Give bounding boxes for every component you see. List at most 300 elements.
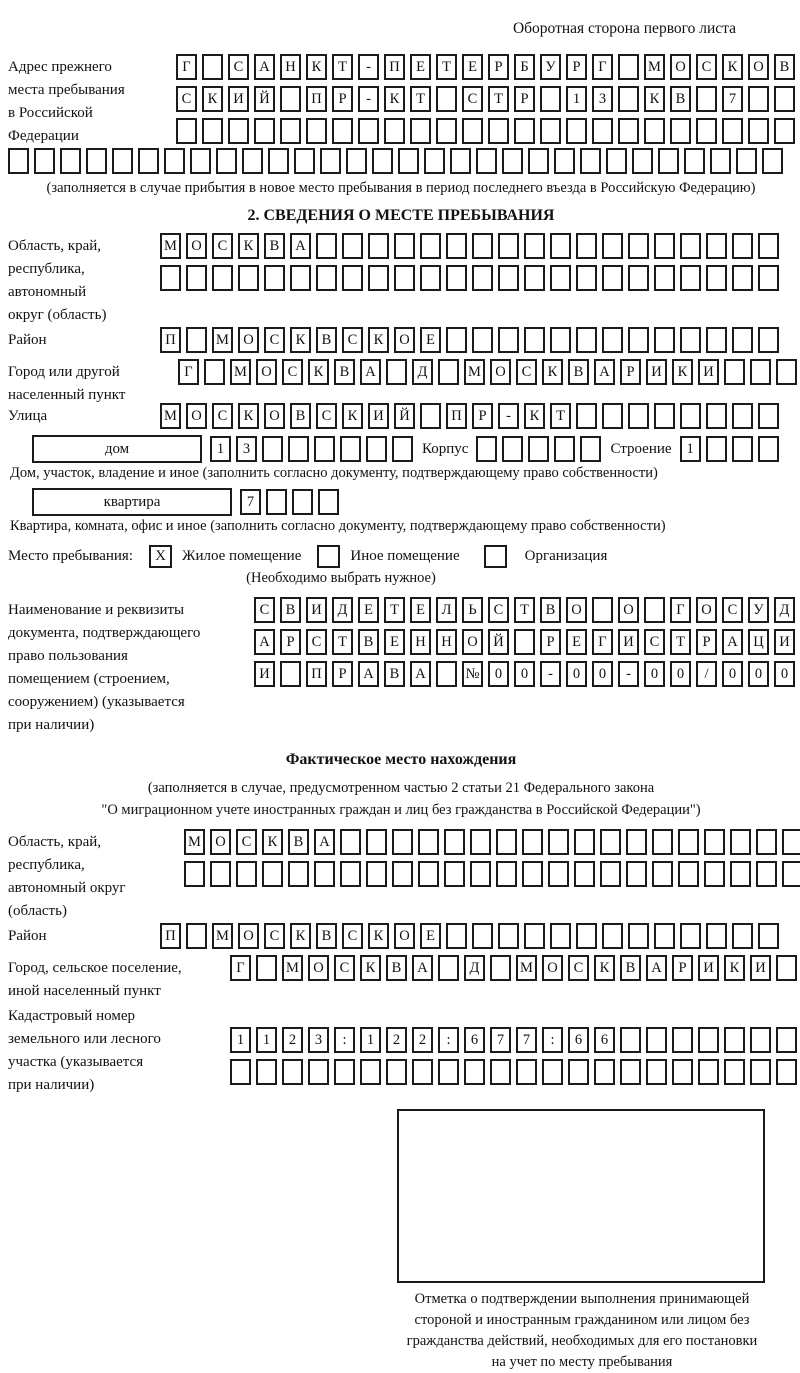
char-box[interactable]: А (358, 661, 379, 687)
char-box[interactable] (280, 86, 301, 112)
char-box[interactable] (704, 829, 725, 855)
char-box[interactable]: 7 (722, 86, 743, 112)
char-box[interactable] (394, 265, 415, 291)
char-box[interactable]: Е (420, 327, 441, 353)
char-box[interactable]: Д (464, 955, 485, 981)
char-box[interactable] (472, 265, 493, 291)
char-box[interactable]: О (748, 54, 769, 80)
char-box[interactable] (724, 359, 745, 385)
char-box[interactable]: О (696, 597, 717, 623)
char-box[interactable]: 0 (592, 661, 613, 687)
char-box[interactable] (550, 233, 571, 259)
char-box[interactable]: С (488, 597, 509, 623)
char-box[interactable]: С (568, 955, 589, 981)
char-box[interactable]: Й (488, 629, 509, 655)
char-box[interactable]: К (290, 923, 311, 949)
char-box[interactable] (776, 1027, 797, 1053)
char-box[interactable] (446, 265, 467, 291)
char-box[interactable] (750, 359, 771, 385)
char-box[interactable] (548, 829, 569, 855)
char-box[interactable] (392, 829, 413, 855)
char-box[interactable] (748, 86, 769, 112)
char-box[interactable] (266, 489, 287, 515)
char-box[interactable] (372, 148, 393, 174)
char-box[interactable]: 3 (308, 1027, 329, 1053)
char-box[interactable] (8, 148, 29, 174)
char-box[interactable] (498, 265, 519, 291)
char-box[interactable]: Т (550, 403, 571, 429)
char-box[interactable] (282, 1059, 303, 1085)
char-box[interactable] (446, 327, 467, 353)
char-box[interactable] (462, 118, 483, 144)
char-box[interactable]: В (540, 597, 561, 623)
char-box[interactable] (288, 436, 309, 462)
char-box[interactable] (684, 148, 705, 174)
char-box[interactable]: И (368, 403, 389, 429)
char-box[interactable] (628, 265, 649, 291)
char-box[interactable]: А (360, 359, 381, 385)
char-box[interactable]: С (722, 597, 743, 623)
char-box[interactable]: С (334, 955, 355, 981)
char-box[interactable] (710, 148, 731, 174)
char-box[interactable] (646, 1059, 667, 1085)
char-box[interactable] (646, 1027, 667, 1053)
char-box[interactable]: И (646, 359, 667, 385)
char-box[interactable] (628, 327, 649, 353)
char-box[interactable] (724, 1059, 745, 1085)
char-box[interactable]: Д (774, 597, 795, 623)
char-box[interactable] (360, 1059, 381, 1085)
char-box[interactable] (306, 118, 327, 144)
char-box[interactable]: Й (394, 403, 415, 429)
char-box[interactable]: М (212, 327, 233, 353)
char-box[interactable] (528, 436, 549, 462)
char-box[interactable]: К (594, 955, 615, 981)
char-box[interactable] (498, 233, 519, 259)
char-box[interactable] (704, 861, 725, 887)
char-box[interactable] (680, 233, 701, 259)
char-box[interactable]: К (238, 403, 259, 429)
char-box[interactable] (164, 148, 185, 174)
char-box[interactable]: К (644, 86, 665, 112)
char-box[interactable] (732, 403, 753, 429)
char-box[interactable] (652, 861, 673, 887)
char-box[interactable]: Е (420, 923, 441, 949)
checkbox-inoe[interactable] (317, 545, 340, 568)
char-box[interactable]: : (542, 1027, 563, 1053)
char-box[interactable]: : (334, 1027, 355, 1053)
char-box[interactable] (346, 148, 367, 174)
char-box[interactable]: Т (514, 597, 535, 623)
char-box[interactable] (498, 327, 519, 353)
char-box[interactable]: К (368, 923, 389, 949)
char-box[interactable]: С (236, 829, 257, 855)
char-box[interactable]: О (490, 359, 511, 385)
char-box[interactable]: 0 (488, 661, 509, 687)
char-box[interactable] (706, 327, 727, 353)
char-box[interactable] (280, 661, 301, 687)
char-box[interactable]: 7 (490, 1027, 511, 1053)
char-box[interactable] (574, 829, 595, 855)
char-box[interactable] (594, 1059, 615, 1085)
char-box[interactable] (750, 1059, 771, 1085)
char-box[interactable]: И (698, 359, 719, 385)
char-box[interactable] (262, 436, 283, 462)
char-box[interactable] (606, 148, 627, 174)
char-box[interactable]: В (568, 359, 589, 385)
char-box[interactable]: У (748, 597, 769, 623)
checkbox-organizatsiya[interactable] (484, 545, 507, 568)
char-box[interactable] (254, 118, 275, 144)
char-box[interactable] (138, 148, 159, 174)
char-box[interactable] (524, 265, 545, 291)
char-box[interactable] (86, 148, 107, 174)
char-box[interactable] (502, 436, 523, 462)
char-box[interactable]: К (542, 359, 563, 385)
char-box[interactable] (496, 861, 517, 887)
char-box[interactable]: О (670, 54, 691, 80)
char-box[interactable] (628, 403, 649, 429)
char-box[interactable] (654, 233, 675, 259)
char-box[interactable]: К (724, 955, 745, 981)
char-box[interactable] (318, 489, 339, 515)
char-box[interactable]: 3 (236, 436, 257, 462)
char-box[interactable]: В (264, 233, 285, 259)
char-box[interactable] (294, 148, 315, 174)
char-box[interactable]: - (618, 661, 639, 687)
char-box[interactable] (292, 489, 313, 515)
char-box[interactable]: К (306, 54, 327, 80)
char-box[interactable] (576, 327, 597, 353)
char-box[interactable] (256, 955, 277, 981)
char-box[interactable] (498, 923, 519, 949)
char-box[interactable] (340, 861, 361, 887)
char-box[interactable]: С (342, 327, 363, 353)
char-box[interactable]: 0 (566, 661, 587, 687)
char-box[interactable] (524, 327, 545, 353)
char-box[interactable]: Т (670, 629, 691, 655)
char-box[interactable] (420, 403, 441, 429)
char-box[interactable]: М (230, 359, 251, 385)
char-box[interactable] (308, 1059, 329, 1085)
char-box[interactable]: С (282, 359, 303, 385)
char-box[interactable] (672, 1027, 693, 1053)
char-box[interactable] (476, 436, 497, 462)
char-box[interactable]: Д (412, 359, 433, 385)
char-box[interactable] (758, 233, 779, 259)
char-box[interactable]: / (696, 661, 717, 687)
char-box[interactable]: О (542, 955, 563, 981)
char-box[interactable] (320, 148, 341, 174)
char-box[interactable] (228, 118, 249, 144)
char-box[interactable] (696, 118, 717, 144)
char-box[interactable] (502, 148, 523, 174)
char-box[interactable] (446, 233, 467, 259)
char-box[interactable] (522, 829, 543, 855)
char-box[interactable] (748, 118, 769, 144)
char-box[interactable] (592, 118, 613, 144)
char-box[interactable] (412, 1059, 433, 1085)
char-box[interactable] (394, 233, 415, 259)
char-box[interactable]: Н (410, 629, 431, 655)
char-box[interactable]: А (594, 359, 615, 385)
char-box[interactable] (758, 265, 779, 291)
char-box[interactable]: С (516, 359, 537, 385)
char-box[interactable] (756, 829, 777, 855)
char-box[interactable]: 0 (748, 661, 769, 687)
char-box[interactable]: Л (436, 597, 457, 623)
char-box[interactable] (516, 1059, 537, 1085)
char-box[interactable] (488, 118, 509, 144)
char-box[interactable]: Е (410, 54, 431, 80)
char-box[interactable] (264, 265, 285, 291)
char-box[interactable] (652, 829, 673, 855)
char-box[interactable]: О (566, 597, 587, 623)
char-box[interactable] (528, 148, 549, 174)
char-box[interactable] (212, 265, 233, 291)
char-box[interactable]: К (238, 233, 259, 259)
char-box[interactable] (706, 436, 727, 462)
char-box[interactable] (366, 829, 387, 855)
char-box[interactable]: 2 (412, 1027, 433, 1053)
char-box[interactable] (540, 118, 561, 144)
char-box[interactable] (554, 148, 575, 174)
char-box[interactable] (732, 436, 753, 462)
char-box[interactable]: Д (332, 597, 353, 623)
char-box[interactable] (658, 148, 679, 174)
char-box[interactable]: К (262, 829, 283, 855)
char-box[interactable]: Т (410, 86, 431, 112)
char-box[interactable] (620, 1059, 641, 1085)
char-box[interactable]: К (368, 327, 389, 353)
char-box[interactable]: И (774, 629, 795, 655)
char-box[interactable]: В (290, 403, 311, 429)
char-box[interactable]: С (264, 923, 285, 949)
char-box[interactable] (472, 327, 493, 353)
char-box[interactable] (496, 829, 517, 855)
char-box[interactable]: С (212, 233, 233, 259)
char-box[interactable] (202, 54, 223, 80)
char-box[interactable]: А (254, 629, 275, 655)
char-box[interactable] (160, 265, 181, 291)
char-box[interactable]: Е (384, 629, 405, 655)
char-box[interactable] (60, 148, 81, 174)
char-box[interactable]: Е (410, 597, 431, 623)
char-box[interactable] (444, 829, 465, 855)
char-box[interactable]: Е (566, 629, 587, 655)
char-box[interactable] (342, 233, 363, 259)
char-box[interactable] (410, 118, 431, 144)
char-box[interactable]: К (384, 86, 405, 112)
char-box[interactable] (340, 436, 361, 462)
char-box[interactable]: 1 (566, 86, 587, 112)
char-box[interactable]: М (160, 233, 181, 259)
char-box[interactable] (418, 829, 439, 855)
char-box[interactable] (672, 1059, 693, 1085)
char-box[interactable] (618, 118, 639, 144)
char-box[interactable] (522, 861, 543, 887)
char-box[interactable]: В (670, 86, 691, 112)
char-box[interactable] (470, 829, 491, 855)
char-box[interactable] (654, 327, 675, 353)
char-box[interactable] (436, 118, 457, 144)
char-box[interactable] (112, 148, 133, 174)
char-box[interactable]: С (462, 86, 483, 112)
char-box[interactable]: Р (696, 629, 717, 655)
char-box[interactable]: П (306, 86, 327, 112)
char-box[interactable] (216, 148, 237, 174)
char-box[interactable] (680, 265, 701, 291)
char-box[interactable]: С (212, 403, 233, 429)
char-box[interactable] (776, 1059, 797, 1085)
char-box[interactable]: О (210, 829, 231, 855)
char-box[interactable]: А (314, 829, 335, 855)
char-box[interactable] (230, 1059, 251, 1085)
char-box[interactable] (696, 86, 717, 112)
char-box[interactable] (236, 861, 257, 887)
char-box[interactable]: М (160, 403, 181, 429)
char-box[interactable] (186, 923, 207, 949)
char-box[interactable]: М (212, 923, 233, 949)
char-box[interactable]: К (524, 403, 545, 429)
char-box[interactable] (762, 148, 783, 174)
char-box[interactable] (618, 54, 639, 80)
char-box[interactable]: О (238, 923, 259, 949)
char-box[interactable] (548, 861, 569, 887)
char-box[interactable]: П (446, 403, 467, 429)
char-box[interactable]: Р (620, 359, 641, 385)
char-box[interactable] (678, 829, 699, 855)
char-box[interactable]: К (672, 359, 693, 385)
char-box[interactable]: 2 (282, 1027, 303, 1053)
char-box[interactable] (576, 265, 597, 291)
char-box[interactable] (758, 403, 779, 429)
char-box[interactable] (472, 233, 493, 259)
char-box[interactable]: Т (332, 54, 353, 80)
char-box[interactable] (750, 1027, 771, 1053)
char-box[interactable] (540, 86, 561, 112)
char-box[interactable] (262, 861, 283, 887)
char-box[interactable] (632, 148, 653, 174)
char-box[interactable]: Г (592, 54, 613, 80)
char-box[interactable] (600, 829, 621, 855)
char-box[interactable]: Ц (748, 629, 769, 655)
char-box[interactable]: К (722, 54, 743, 80)
char-box[interactable] (186, 327, 207, 353)
char-box[interactable]: 1 (230, 1027, 251, 1053)
char-box[interactable]: Р (540, 629, 561, 655)
char-box[interactable]: 0 (514, 661, 535, 687)
char-box[interactable]: О (462, 629, 483, 655)
char-box[interactable] (514, 629, 535, 655)
char-box[interactable] (654, 923, 675, 949)
char-box[interactable]: О (394, 327, 415, 353)
char-box[interactable]: 6 (594, 1027, 615, 1053)
char-box[interactable] (398, 148, 419, 174)
char-box[interactable]: С (228, 54, 249, 80)
char-box[interactable]: П (384, 54, 405, 80)
char-box[interactable]: О (618, 597, 639, 623)
char-box[interactable] (242, 148, 263, 174)
char-box[interactable]: Р (566, 54, 587, 80)
char-box[interactable] (706, 265, 727, 291)
char-box[interactable]: В (774, 54, 795, 80)
char-box[interactable] (436, 86, 457, 112)
char-box[interactable] (186, 265, 207, 291)
char-box[interactable] (386, 1059, 407, 1085)
char-box[interactable] (464, 1059, 485, 1085)
char-box[interactable] (418, 861, 439, 887)
char-box[interactable] (366, 436, 387, 462)
char-box[interactable] (602, 233, 623, 259)
char-box[interactable]: А (646, 955, 667, 981)
char-box[interactable]: А (722, 629, 743, 655)
char-box[interactable]: : (438, 1027, 459, 1053)
char-box[interactable]: Н (436, 629, 457, 655)
char-box[interactable]: 6 (464, 1027, 485, 1053)
char-box[interactable]: Т (488, 86, 509, 112)
char-box[interactable] (438, 1059, 459, 1085)
char-box[interactable] (470, 861, 491, 887)
char-box[interactable] (334, 1059, 355, 1085)
char-box[interactable] (476, 148, 497, 174)
char-box[interactable]: М (282, 955, 303, 981)
char-box[interactable]: П (306, 661, 327, 687)
char-box[interactable] (268, 148, 289, 174)
char-box[interactable]: Ь (462, 597, 483, 623)
char-box[interactable] (550, 265, 571, 291)
char-box[interactable]: 3 (592, 86, 613, 112)
char-box[interactable] (680, 923, 701, 949)
char-box[interactable] (314, 861, 335, 887)
char-box[interactable] (758, 327, 779, 353)
char-box[interactable] (722, 118, 743, 144)
char-box[interactable]: 1 (360, 1027, 381, 1053)
char-box[interactable]: К (360, 955, 381, 981)
char-box[interactable]: Г (230, 955, 251, 981)
char-box[interactable]: Т (384, 597, 405, 623)
char-box[interactable]: С (342, 923, 363, 949)
char-box[interactable] (626, 861, 647, 887)
char-box[interactable] (368, 265, 389, 291)
char-box[interactable]: Е (462, 54, 483, 80)
char-box[interactable] (436, 661, 457, 687)
char-box[interactable] (392, 861, 413, 887)
char-box[interactable]: 2 (386, 1027, 407, 1053)
char-box[interactable]: И (750, 955, 771, 981)
char-box[interactable]: И (306, 597, 327, 623)
char-box[interactable]: У (540, 54, 561, 80)
char-box[interactable] (654, 265, 675, 291)
char-box[interactable] (782, 861, 800, 887)
char-box[interactable] (446, 923, 467, 949)
char-box[interactable] (34, 148, 55, 174)
char-box[interactable] (706, 233, 727, 259)
char-box[interactable] (732, 923, 753, 949)
char-box[interactable] (576, 233, 597, 259)
char-box[interactable]: В (358, 629, 379, 655)
char-box[interactable]: О (308, 955, 329, 981)
char-box[interactable] (202, 118, 223, 144)
char-box[interactable] (566, 118, 587, 144)
char-box[interactable] (724, 1027, 745, 1053)
char-box[interactable] (602, 923, 623, 949)
char-box[interactable] (444, 861, 465, 887)
char-box[interactable]: С (264, 327, 285, 353)
char-box[interactable] (386, 359, 407, 385)
char-box[interactable]: В (280, 597, 301, 623)
char-box[interactable] (568, 1059, 589, 1085)
